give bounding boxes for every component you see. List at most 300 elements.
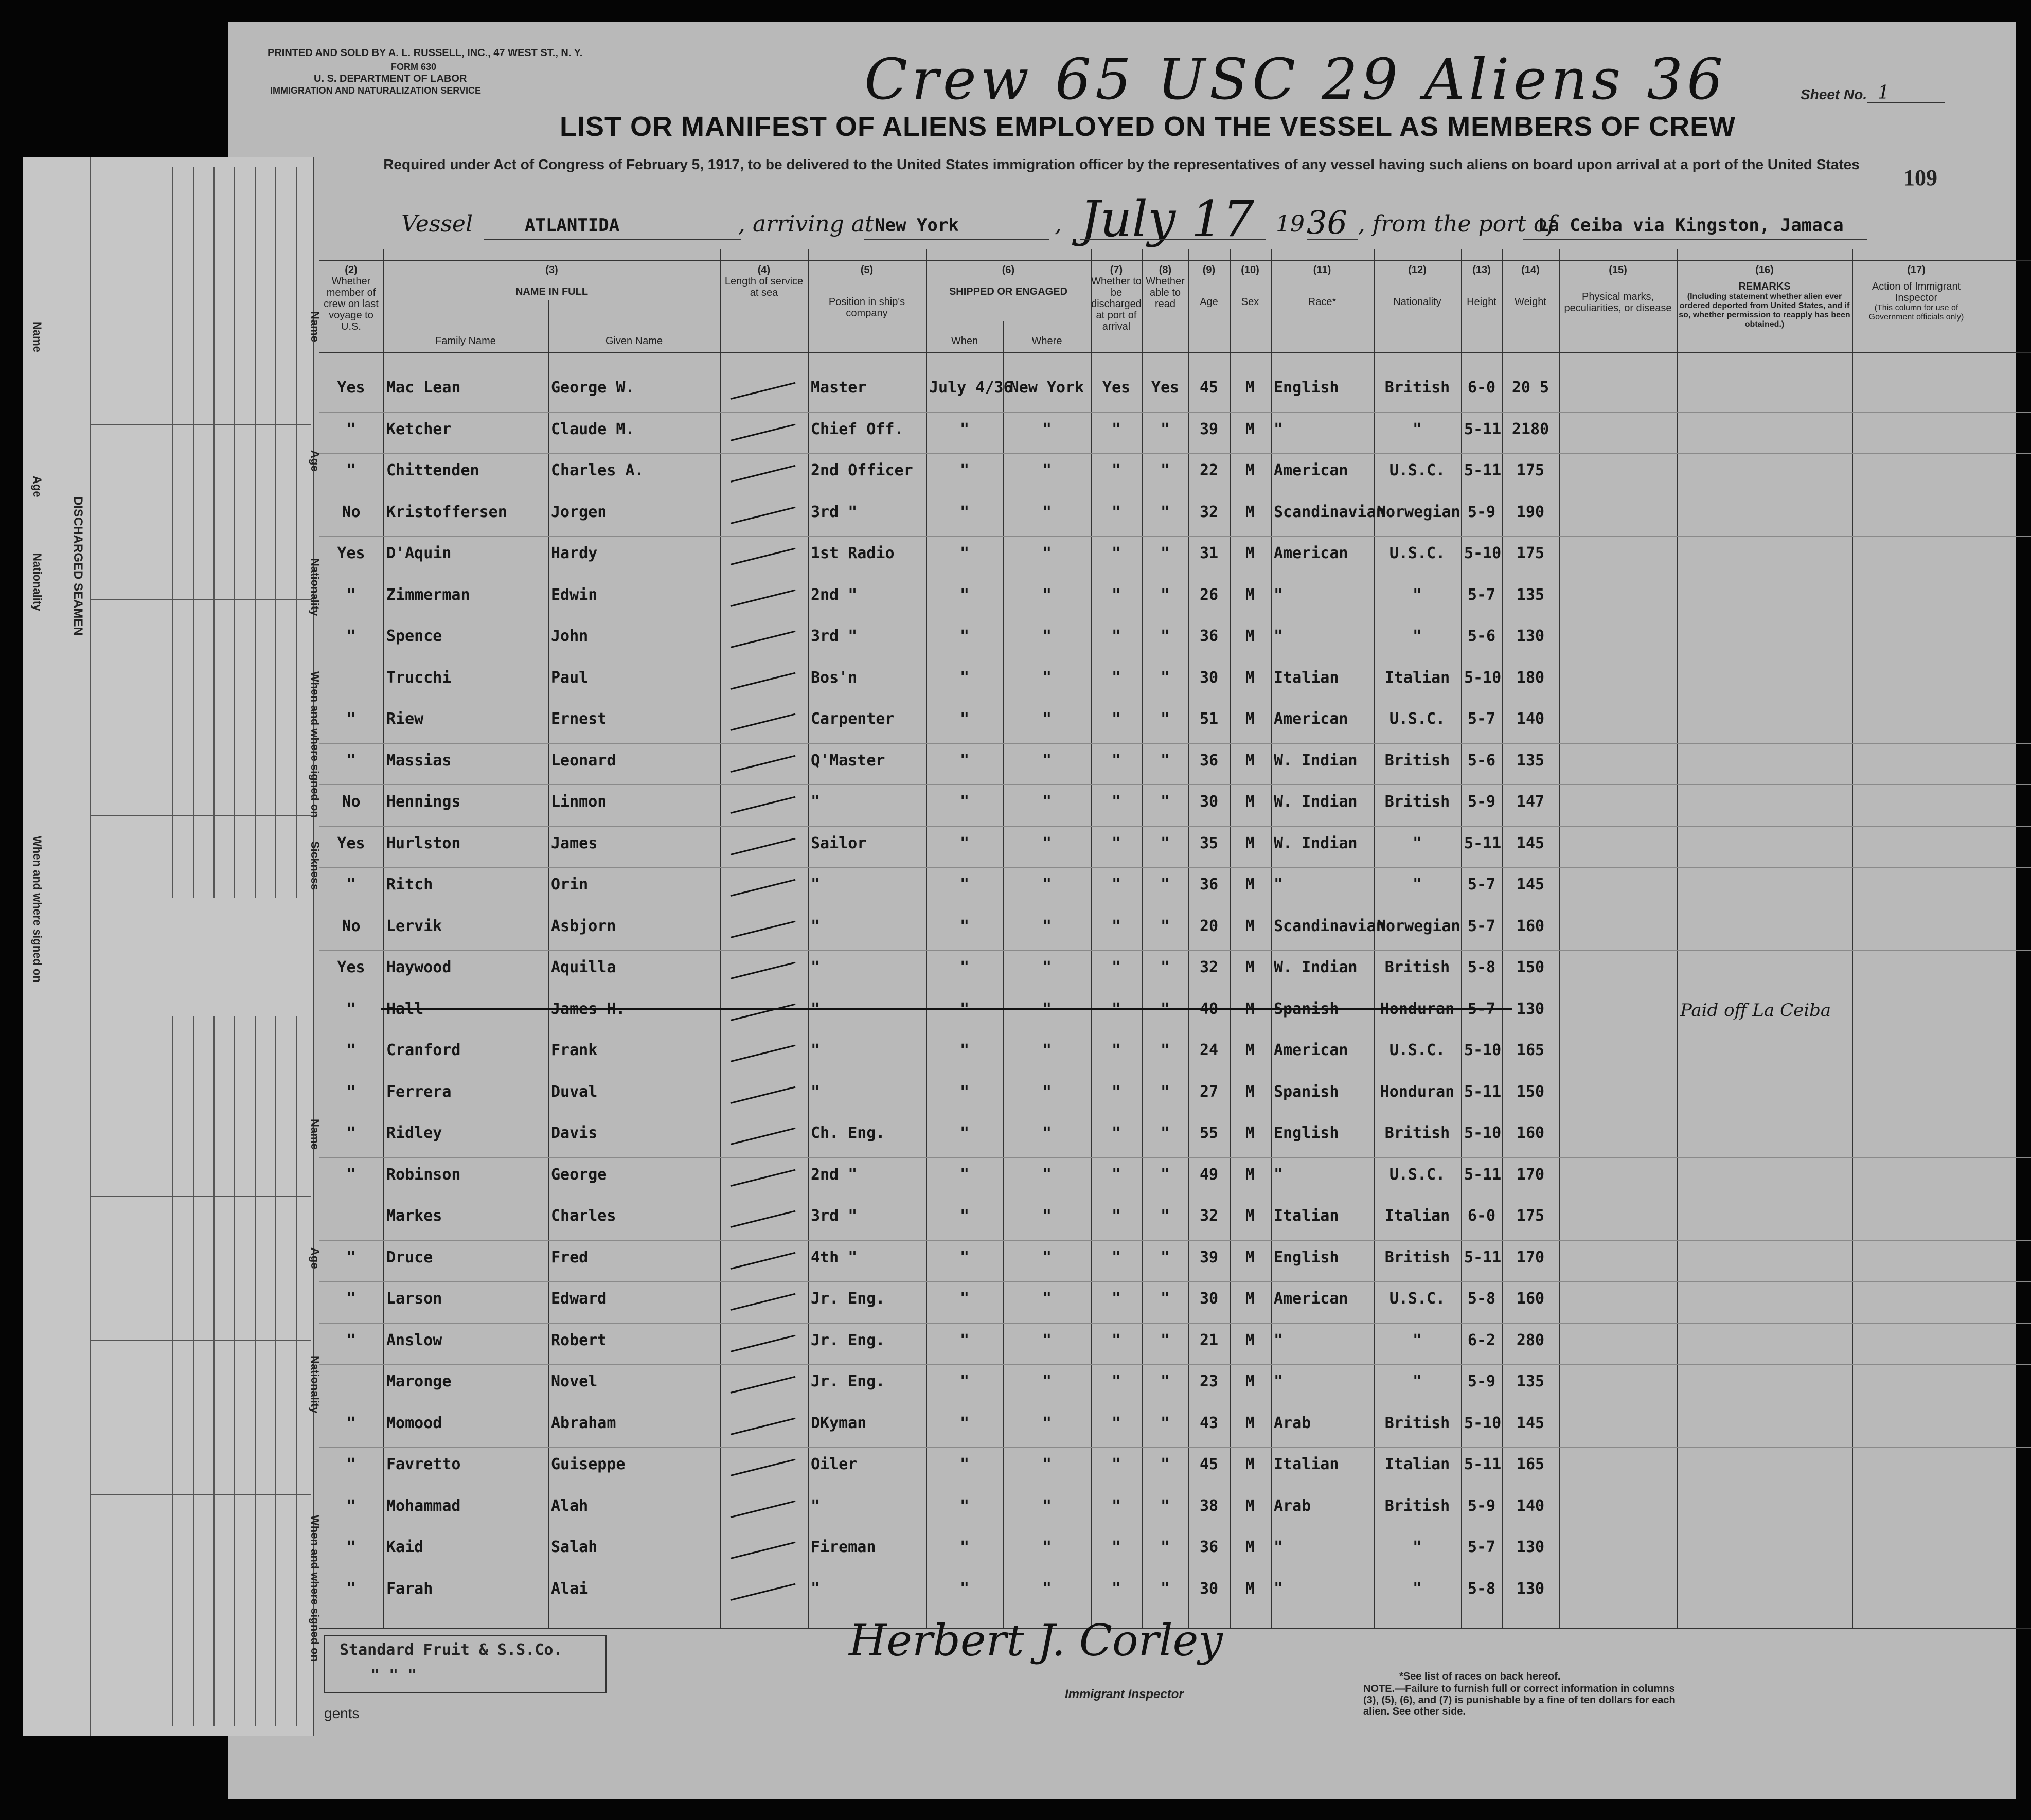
cell-race: W. Indian bbox=[1274, 793, 1358, 811]
cell-weight: 175 bbox=[1516, 461, 1545, 479]
cell-prev: " bbox=[346, 1538, 356, 1556]
cell-where: " bbox=[1042, 1331, 1052, 1349]
cell-where: " bbox=[1042, 917, 1052, 935]
cell-sex: M bbox=[1245, 627, 1255, 645]
inspector-signature: Herbert J. Corley bbox=[849, 1615, 1223, 1666]
cell-sex: M bbox=[1245, 668, 1255, 687]
cell-height: 6-0 bbox=[1467, 379, 1496, 397]
header-c14 bbox=[1502, 264, 1559, 308]
cell-read: " bbox=[1160, 1538, 1170, 1556]
header-c5-label: Position in ship's company bbox=[828, 296, 905, 319]
table-row bbox=[319, 497, 2031, 539]
cell-nationality: Italian bbox=[1384, 1455, 1450, 1473]
cell-read: " bbox=[1160, 1207, 1170, 1225]
cell-nationality: U.S.C. bbox=[1389, 710, 1446, 728]
cell-nationality: Italian bbox=[1384, 1207, 1450, 1225]
table-row bbox=[319, 1035, 2031, 1077]
cell-nationality: Honduran bbox=[1380, 1082, 1455, 1101]
cell-age: 32 bbox=[1199, 1207, 1219, 1225]
cell-race: " bbox=[1274, 876, 1284, 894]
from-label: , from the port of bbox=[1358, 211, 1556, 237]
cell-read: " bbox=[1160, 1579, 1170, 1598]
arrival-date: July 17 bbox=[1080, 190, 1254, 248]
row-rule bbox=[319, 1447, 2031, 1448]
header-c9 bbox=[1188, 264, 1230, 308]
cell-position: Jr. Eng. bbox=[811, 1290, 885, 1308]
cell-nationality: British bbox=[1384, 1124, 1450, 1142]
cell-family: Favretto bbox=[386, 1455, 461, 1473]
cell-prev: " bbox=[346, 710, 356, 728]
cell-nationality: Italian bbox=[1384, 668, 1450, 687]
strip-grid-line bbox=[172, 1016, 173, 1726]
cell-read: " bbox=[1160, 834, 1170, 852]
header-c10-label: Sex bbox=[1241, 296, 1259, 308]
cell-prev: " bbox=[346, 1041, 356, 1059]
cell-age: 36 bbox=[1199, 627, 1219, 645]
service-tick-mark bbox=[731, 713, 796, 731]
header-c3-num: (3) bbox=[545, 264, 558, 276]
cell-family: Massias bbox=[386, 751, 452, 770]
cell-discharged: " bbox=[1111, 1207, 1121, 1225]
cell-when: " bbox=[959, 668, 970, 687]
table-row bbox=[319, 952, 2031, 994]
cell-discharged: " bbox=[1111, 834, 1121, 852]
cell-discharged: " bbox=[1111, 1124, 1121, 1142]
cell-weight: 135 bbox=[1516, 585, 1545, 604]
header-family-name: Family Name bbox=[435, 335, 496, 347]
header-c7-num: (7) bbox=[1110, 264, 1123, 276]
table-row bbox=[319, 414, 2031, 456]
row-rule bbox=[319, 826, 2031, 827]
vessel-underline-3 bbox=[1080, 239, 1266, 240]
cell-given: Leonard bbox=[551, 751, 616, 770]
cell-sex: M bbox=[1245, 1207, 1255, 1225]
cell-where: " bbox=[1042, 1372, 1052, 1390]
service-tick-mark bbox=[731, 1169, 796, 1186]
header-c5-num: (5) bbox=[860, 264, 874, 276]
cell-age: 30 bbox=[1199, 1290, 1219, 1308]
cell-height: 5-7 bbox=[1467, 585, 1496, 604]
cell-where: " bbox=[1042, 668, 1052, 687]
cell-prev: " bbox=[346, 1165, 356, 1184]
cell-given: Asbjorn bbox=[551, 917, 616, 935]
cell-given: Fred bbox=[551, 1248, 589, 1266]
cell-sex: M bbox=[1245, 420, 1255, 438]
cell-race: Spanish bbox=[1274, 1000, 1339, 1018]
cell-prev: " bbox=[346, 1331, 356, 1349]
cell-position: Fireman bbox=[811, 1538, 876, 1556]
cell-read: Yes bbox=[1151, 379, 1180, 397]
header-c6 bbox=[926, 264, 1091, 297]
cell-family: Cranford bbox=[386, 1041, 461, 1059]
cell-age: 38 bbox=[1199, 1496, 1219, 1515]
cell-age: 40 bbox=[1199, 1000, 1219, 1018]
cell-position: " bbox=[811, 1496, 821, 1515]
header-c17-num: (17) bbox=[1907, 264, 1926, 276]
cell-nationality: British bbox=[1384, 1414, 1450, 1432]
table-row bbox=[319, 580, 2031, 621]
cell-discharged: " bbox=[1111, 710, 1121, 728]
cell-position: Chief Off. bbox=[811, 420, 904, 438]
cell-where: " bbox=[1042, 1165, 1052, 1184]
footer-ditto: " " " bbox=[370, 1667, 417, 1685]
service-tick-mark bbox=[731, 548, 796, 565]
cell-given: Robert bbox=[551, 1331, 607, 1349]
cell-sex: M bbox=[1245, 1331, 1255, 1349]
strip-label-sickness: Sickness bbox=[309, 841, 322, 890]
row-rule bbox=[319, 1157, 2031, 1158]
cell-where: " bbox=[1042, 585, 1052, 604]
cell-when: " bbox=[959, 751, 970, 770]
cell-race: W. Indian bbox=[1274, 751, 1358, 770]
service-tick-mark bbox=[731, 1583, 796, 1600]
header-c12-num: (12) bbox=[1408, 264, 1427, 276]
cell-age: 45 bbox=[1199, 379, 1219, 397]
cell-discharged: " bbox=[1111, 461, 1121, 479]
service-tick-mark bbox=[731, 672, 796, 689]
row-rule bbox=[319, 1240, 2031, 1241]
header-c10-num: (10) bbox=[1241, 264, 1259, 276]
cell-position: 2nd " bbox=[811, 1165, 858, 1184]
cell-nationality: " bbox=[1412, 876, 1422, 894]
cell-race: Italian bbox=[1274, 668, 1339, 687]
cell-read: " bbox=[1160, 1496, 1170, 1515]
cell-family: Lervik bbox=[386, 917, 442, 935]
cell-discharged: " bbox=[1111, 503, 1121, 521]
cell-nationality: " bbox=[1412, 1372, 1422, 1390]
cell-family: Riew bbox=[386, 710, 424, 728]
service-tick-mark bbox=[731, 755, 796, 772]
header-c16-num: (16) bbox=[1755, 264, 1774, 276]
cell-given: Linmon bbox=[551, 793, 607, 811]
cell-race: American bbox=[1274, 544, 1348, 562]
cell-family: Farah bbox=[386, 1579, 433, 1598]
header-c4-label: Length of service at sea bbox=[724, 276, 804, 298]
cell-discharged: " bbox=[1111, 668, 1121, 687]
cell-discharged: " bbox=[1111, 1372, 1121, 1390]
cell-weight: 145 bbox=[1516, 834, 1545, 852]
cell-nationality: British bbox=[1384, 1496, 1450, 1515]
cell-when: " bbox=[959, 710, 970, 728]
cell-when: " bbox=[959, 1372, 970, 1390]
cell-when: July 4/36 bbox=[929, 379, 1013, 397]
cell-race: Scandinavian bbox=[1274, 917, 1385, 935]
cell-race: " bbox=[1274, 1165, 1284, 1184]
vessel-name: ATLANTIDA bbox=[525, 215, 620, 236]
cell-when: " bbox=[959, 876, 970, 894]
cell-height: 5-11 bbox=[1464, 1165, 1502, 1184]
strip-title: DISCHARGED SEAMEN bbox=[71, 496, 85, 636]
strip-lower-label-age: Age bbox=[309, 1247, 322, 1269]
cell-nationality: " bbox=[1412, 1579, 1422, 1598]
footer-company: Standard Fruit & S.S.Co. bbox=[340, 1641, 563, 1659]
cell-read: " bbox=[1160, 1414, 1170, 1432]
cell-where: " bbox=[1042, 420, 1052, 438]
cell-age: 39 bbox=[1199, 1248, 1219, 1266]
strip-grid-line bbox=[296, 167, 297, 898]
cell-weight: 147 bbox=[1516, 793, 1545, 811]
cell-family: Trucchi bbox=[386, 668, 452, 687]
cell-discharged: " bbox=[1111, 627, 1121, 645]
cell-weight: 160 bbox=[1516, 917, 1545, 935]
strip-rule bbox=[90, 815, 311, 816]
cell-position: Q'Master bbox=[811, 751, 885, 770]
cell-where: " bbox=[1042, 1290, 1052, 1308]
header-c12 bbox=[1374, 264, 1461, 308]
cell-family: Mac Lean bbox=[386, 379, 461, 397]
cell-sex: M bbox=[1245, 1000, 1255, 1018]
cell-weight: 150 bbox=[1516, 958, 1545, 976]
cell-weight: 180 bbox=[1516, 668, 1545, 687]
header-c11 bbox=[1271, 264, 1374, 308]
cell-family: Momood bbox=[386, 1414, 442, 1432]
cell-where: " bbox=[1042, 1579, 1052, 1598]
cell-given: Claude M. bbox=[551, 420, 635, 438]
cell-discharged: " bbox=[1111, 1331, 1121, 1349]
cell-read: " bbox=[1160, 1124, 1170, 1142]
cell-race: " bbox=[1274, 627, 1284, 645]
cell-where: " bbox=[1042, 834, 1052, 852]
cell-weight: 130 bbox=[1516, 627, 1545, 645]
header-c6-label: SHIPPED OR ENGAGED bbox=[949, 286, 1068, 297]
table-row bbox=[319, 372, 2031, 414]
service-tick-mark bbox=[731, 1128, 796, 1145]
header-c4 bbox=[720, 264, 808, 298]
cell-nationality: U.S.C. bbox=[1389, 544, 1446, 562]
cell-age: 36 bbox=[1199, 1538, 1219, 1556]
cell-age: 27 bbox=[1199, 1082, 1219, 1101]
cell-family: Larson bbox=[386, 1290, 442, 1308]
cell-age: 32 bbox=[1199, 503, 1219, 521]
cell-sex: M bbox=[1245, 1496, 1255, 1515]
service-tick-mark bbox=[731, 1252, 796, 1269]
cell-position: Carpenter bbox=[811, 710, 895, 728]
table-row bbox=[319, 828, 2031, 870]
table-row bbox=[319, 538, 2031, 580]
cell-height: 6-0 bbox=[1467, 1207, 1496, 1225]
cell-read: " bbox=[1160, 544, 1170, 562]
table-row bbox=[319, 869, 2031, 911]
cell-family: Chittenden bbox=[386, 461, 479, 479]
cell-when: " bbox=[959, 917, 970, 935]
printer-line: PRINTED AND SOLD BY A. L. RUSSELL, INC., 47 WEST ST., N. Y. bbox=[268, 47, 583, 59]
cell-sex: M bbox=[1245, 1455, 1255, 1473]
cell-read: " bbox=[1160, 1290, 1170, 1308]
service: IMMIGRATION AND NATURALIZATION SERVICE bbox=[270, 85, 481, 96]
cell-height: 5-10 bbox=[1464, 1041, 1502, 1059]
cell-when: " bbox=[959, 585, 970, 604]
cell-position: 1st Radio bbox=[811, 544, 895, 562]
department: U. S. DEPARTMENT OF LABOR bbox=[314, 73, 467, 84]
cell-prev: Yes bbox=[337, 834, 365, 852]
table-row bbox=[319, 1574, 2031, 1615]
cell-position: " bbox=[811, 1000, 821, 1018]
header-c4-num: (4) bbox=[757, 264, 771, 276]
table-row bbox=[319, 1325, 2031, 1367]
cell-prev: " bbox=[346, 1248, 356, 1266]
table-row bbox=[319, 1283, 2031, 1325]
cell-position: 3rd " bbox=[811, 1207, 858, 1225]
cell-given: Alai bbox=[551, 1579, 589, 1598]
form-number: FORM 630 bbox=[391, 62, 437, 72]
cell-read: " bbox=[1160, 1041, 1170, 1059]
cell-height: 5-8 bbox=[1467, 1290, 1496, 1308]
table-row bbox=[319, 994, 2031, 1036]
header-c17-label: Action of Immigrant Inspector bbox=[1872, 281, 1961, 304]
cell-height: 5-10 bbox=[1464, 668, 1502, 687]
cell-nationality: Norwegian bbox=[1377, 503, 1460, 521]
cell-family: Druce bbox=[386, 1248, 433, 1266]
cell-when: " bbox=[959, 1207, 970, 1225]
strip-lower-label-nationality: Nationality bbox=[309, 1355, 322, 1414]
service-tick-mark bbox=[731, 1417, 796, 1435]
cell-age: 30 bbox=[1199, 1579, 1219, 1598]
cell-given: Paul bbox=[551, 668, 589, 687]
cell-sex: M bbox=[1245, 585, 1255, 604]
cell-sex: M bbox=[1245, 710, 1255, 728]
strip-label-nationality: Nationality bbox=[309, 558, 322, 616]
cell-family: D'Aquin bbox=[386, 544, 452, 562]
cell-position: Jr. Eng. bbox=[811, 1372, 885, 1390]
strip-label-name: Name bbox=[309, 311, 322, 342]
cell-read: " bbox=[1160, 1455, 1170, 1473]
cell-prev: Yes bbox=[337, 958, 365, 976]
cell-prev: " bbox=[346, 751, 356, 770]
cell-given: Novel bbox=[551, 1372, 598, 1390]
cell-weight: 2180 bbox=[1511, 420, 1549, 438]
cell-sex: M bbox=[1245, 1414, 1255, 1432]
cell-age: 36 bbox=[1199, 751, 1219, 770]
strip-left-label-name: Name bbox=[31, 322, 44, 352]
cell-discharged: " bbox=[1111, 1538, 1121, 1556]
year-suffix: 36 bbox=[1307, 204, 1347, 241]
service-tick-mark bbox=[731, 465, 796, 483]
cell-prev: " bbox=[346, 585, 356, 604]
header-when: When bbox=[951, 335, 978, 347]
cell-nationality: " bbox=[1412, 1331, 1422, 1349]
header-c15 bbox=[1559, 264, 1677, 314]
header-c15-num: (15) bbox=[1609, 264, 1627, 276]
cell-read: " bbox=[1160, 793, 1170, 811]
cell-nationality: Honduran bbox=[1380, 1000, 1455, 1018]
cell-when: " bbox=[959, 1331, 970, 1349]
page-subtitle: Required under Act of Congress of February 5, 1917, to be delivered to the United States immigration officer by the representatives of any vessel having such aliens on board upon arrival at a port of the United States bbox=[383, 156, 1860, 172]
header-c3 bbox=[383, 264, 720, 297]
cell-sex: M bbox=[1245, 1579, 1255, 1598]
row-rule bbox=[319, 536, 2031, 537]
inspector-label: Immigrant Inspector bbox=[1065, 1687, 1184, 1701]
strip-rule bbox=[90, 1340, 311, 1341]
cell-where: " bbox=[1042, 1000, 1052, 1018]
cell-age: 45 bbox=[1199, 1455, 1219, 1473]
cell-height: 5-7 bbox=[1467, 710, 1496, 728]
races-note: *See list of races on back hereof. bbox=[1399, 1671, 1561, 1682]
table-row bbox=[319, 1408, 2031, 1450]
cell-race: Italian bbox=[1274, 1207, 1339, 1225]
cell-where: " bbox=[1042, 1124, 1052, 1142]
header-c2 bbox=[319, 264, 383, 332]
cell-race: " bbox=[1274, 420, 1284, 438]
cell-race: " bbox=[1274, 1331, 1284, 1349]
cell-prev: Yes bbox=[337, 379, 365, 397]
cell-race: American bbox=[1274, 1041, 1348, 1059]
cell-height: 5-9 bbox=[1467, 503, 1496, 521]
cell-weight: 130 bbox=[1516, 1579, 1545, 1598]
cell-where: " bbox=[1042, 1041, 1052, 1059]
cell-prev: No bbox=[342, 793, 361, 811]
service-tick-mark bbox=[731, 1293, 796, 1311]
cell-discharged: " bbox=[1111, 1455, 1121, 1473]
row-rule bbox=[319, 867, 2031, 868]
header-c8-label: Whether able to read bbox=[1146, 276, 1185, 310]
cell-given: Orin bbox=[551, 876, 589, 894]
cell-where: " bbox=[1042, 461, 1052, 479]
page-number: 109 bbox=[1903, 165, 1937, 190]
cell-age: 55 bbox=[1199, 1124, 1219, 1142]
service-tick-mark bbox=[731, 837, 796, 855]
vessel-underline-2 bbox=[864, 239, 1049, 240]
crew-count-annotation: Crew 65 USC 29 Aliens 36 bbox=[864, 46, 1727, 112]
cell-height: 5-10 bbox=[1464, 544, 1502, 562]
cell-position: Jr. Eng. bbox=[811, 1331, 885, 1349]
cell-family: Hurlston bbox=[386, 834, 461, 852]
date-label: , bbox=[1055, 211, 1062, 237]
cell-race: American bbox=[1274, 1290, 1348, 1308]
service-tick-mark bbox=[731, 1086, 796, 1103]
cell-family: Maronge bbox=[386, 1372, 452, 1390]
cell-when: " bbox=[959, 1082, 970, 1101]
cell-where: " bbox=[1042, 1207, 1052, 1225]
strip-grid-line bbox=[234, 167, 235, 898]
cell-weight: 130 bbox=[1516, 1000, 1545, 1018]
cell-weight: 170 bbox=[1516, 1248, 1545, 1266]
cell-discharged: " bbox=[1111, 1248, 1121, 1266]
service-tick-mark bbox=[731, 382, 796, 400]
cell-when: " bbox=[959, 1455, 970, 1473]
strip-rule bbox=[90, 599, 311, 600]
cell-given: Jorgen bbox=[551, 503, 607, 521]
cell-where: " bbox=[1042, 1414, 1052, 1432]
cell-weight: 135 bbox=[1516, 751, 1545, 770]
cell-when: " bbox=[959, 1165, 970, 1184]
cell-weight: 130 bbox=[1516, 1538, 1545, 1556]
cell-race: English bbox=[1274, 1124, 1339, 1142]
cell-where: " bbox=[1042, 1455, 1052, 1473]
cell-nationality: U.S.C. bbox=[1389, 461, 1446, 479]
cell-age: 24 bbox=[1199, 1041, 1219, 1059]
cell-prev: " bbox=[346, 1496, 356, 1515]
cell-nationality: " bbox=[1412, 1538, 1422, 1556]
row-rule bbox=[319, 453, 2031, 454]
strike-through-line bbox=[381, 1008, 1512, 1010]
strip-label-signed: When and where signed on bbox=[309, 671, 322, 818]
header-c10 bbox=[1230, 264, 1271, 308]
service-tick-mark bbox=[731, 589, 796, 606]
cell-weight: 140 bbox=[1516, 710, 1545, 728]
cell-prev: No bbox=[342, 503, 361, 521]
header-c8-num: (8) bbox=[1159, 264, 1172, 276]
strip-rule bbox=[90, 1196, 311, 1197]
cell-sex: M bbox=[1245, 1290, 1255, 1308]
header-c3-label: NAME IN FULL bbox=[515, 286, 589, 297]
cell-when: " bbox=[959, 1414, 970, 1432]
header-c5 bbox=[808, 264, 926, 319]
table-row bbox=[319, 1532, 2031, 1574]
cell-race: " bbox=[1274, 1579, 1284, 1598]
cell-position: " bbox=[811, 917, 821, 935]
header-where: Where bbox=[1031, 335, 1062, 347]
cell-sex: M bbox=[1245, 1538, 1255, 1556]
